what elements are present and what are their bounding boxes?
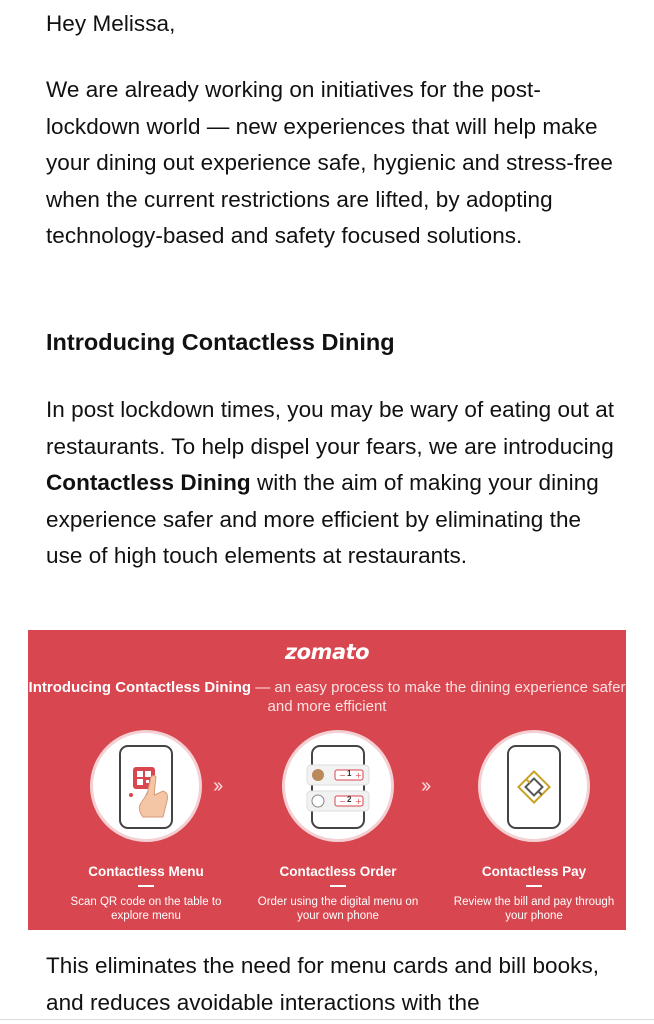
- step-contactless-menu: [58, 730, 234, 923]
- step-description: Order using the digital menu on your own phone: [257, 896, 419, 922]
- step-illustration: [478, 730, 590, 842]
- step-description: Scan QR code on the table to explore menu: [70, 896, 222, 922]
- payment-icon: [481, 733, 587, 839]
- svg-text:−: −: [339, 771, 346, 780]
- banner-intro-bold: Introducing Contactless Dining: [28, 679, 252, 696]
- bold-feature-name: Contactless Dining: [46, 470, 251, 495]
- banner-intro: [28, 678, 626, 716]
- qr-scan-icon: [93, 733, 199, 839]
- divider: [526, 885, 542, 887]
- step-description: Review the bill and pay through your phone: [453, 896, 615, 922]
- email-paragraph: [46, 392, 621, 575]
- svg-text:−: −: [339, 797, 346, 806]
- chevron-right-icon: ››: [421, 775, 429, 797]
- email-greeting: Hey Melissa,: [46, 11, 176, 36]
- step-title: Contactless Menu: [88, 864, 204, 879]
- svg-text:+: +: [355, 771, 362, 780]
- quantity-value: 2: [347, 795, 352, 804]
- divider: [138, 885, 154, 887]
- divider: [330, 885, 346, 887]
- divider: [0, 1019, 654, 1020]
- contactless-dining-banner: [28, 630, 626, 930]
- section-heading: Introducing Contactless Dining: [46, 329, 395, 355]
- chevron-right-icon: ››: [213, 775, 221, 797]
- zomato-logo: zomato: [284, 640, 370, 664]
- step-illustration: [90, 730, 202, 842]
- email-paragraph: This eliminates the need for menu cards and bill books, and reduces avoidable interactions with the: [46, 953, 600, 1015]
- svg-text:+: +: [355, 797, 362, 806]
- paragraph-text: with the aim of making your dining experience safer and more efficient by eliminating the use of high touch elements at restaurants.: [46, 470, 599, 568]
- step-contactless-order: [250, 730, 429, 923]
- banner-intro-text: — an easy process to make the dining experience safer and more efficient: [251, 679, 626, 715]
- menu-order-icon: [285, 733, 391, 839]
- step-title: Contactless Pay: [481, 864, 587, 879]
- paragraph-text: In post lockdown times, you may be wary of eating out at restaurants. To help dispel your fears, we are introducing: [46, 397, 615, 459]
- step-title: Contactless Order: [279, 864, 397, 879]
- email-paragraph: We are already working on initiatives for the post-lockdown world — new experiences that will help make your dining out experience safe, hygienic and stress-free when the current restrictions are lifted, by adopting technology-based and safety focused solutions.: [46, 77, 613, 248]
- step-contactless-pay: [446, 730, 622, 923]
- quantity-value: 1: [347, 769, 352, 778]
- step-illustration: [282, 730, 394, 842]
